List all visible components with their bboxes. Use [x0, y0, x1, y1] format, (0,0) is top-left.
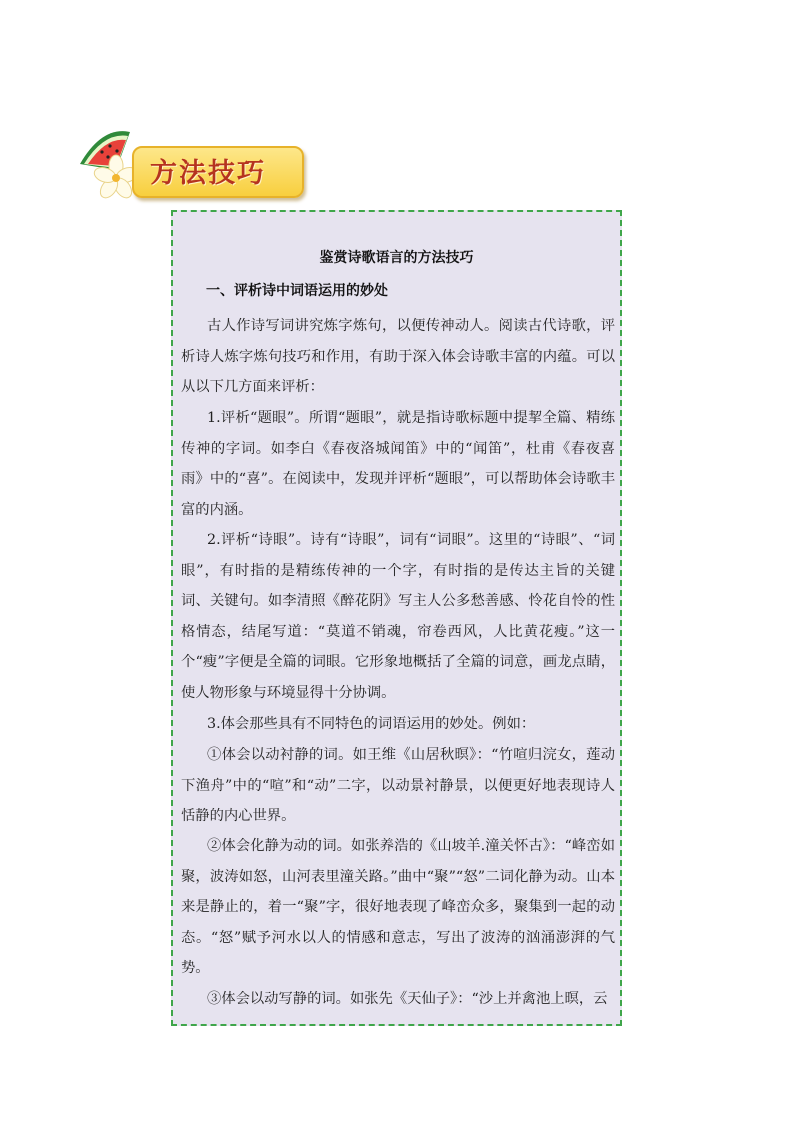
article-title: 鉴赏诗歌语言的方法技巧 [319, 250, 474, 266]
paragraph-example-2: ②体会化静为动的词。如张养浩的《山坡羊.潼关怀古》：“峰峦如聚，波涛如怒，山河表里潼关路。”曲中“聚”“怒”二词化静为动。山本来是静止的，着一“聚”字，很好地表现了峰峦众多，聚集到一起的动态。“怒”赋予河水以人的情感和意志，写出了波涛的汹涌澎湃的气势。 [181, 838, 615, 977]
paragraph-example-1: ①体会以动衬静的词。如王维《山居秋暝》：“竹喧归浣女，莲动下渔舟”中的“喧”和“动”二字，以动景衬静景，以便更好地表现诗人恬静的内心世界。 [181, 747, 615, 825]
content-panel [171, 210, 622, 1026]
paragraph-3: 3.体会那些具有不同特色的词语运用的妙处。例如： [207, 716, 536, 732]
section-heading: 一、评析诗中词语运用的妙处 [206, 283, 388, 299]
section-badge-title: 方法技巧 [150, 158, 266, 189]
paragraph-example-3: ③体会以动写静的词。如张先《天仙子》：“沙上并禽池上暝，云 [207, 991, 608, 1007]
paragraph-1: 1.评析“题眼”。所谓“题眼”，就是指诗歌标题中提挈全篇、精练传神的字词。如李白《春夜洛城闻笛》中的“闻笛”，杜甫《春夜喜雨》中的“喜”。在阅读中，发现并评析“题眼”，可以帮助体会诗歌丰富的内涵。 [181, 410, 615, 518]
paragraph-2: 2.评析“诗眼”。诗有“诗眼”，词有“词眼”。这里的“诗眼”、“词眼”，有时指的是精练传神的一个字，有时指的是传达主旨的关键词、关键句。如李清照《醉花阴》写主人公多愁善感、怜花自怜的性格情态，结尾写道：“莫道不销魂，帘卷西风，人比黄花瘦。”这一个“瘦”字便是全篇的词眼。它形象地概括了全篇的词意，画龙点睛，使人物形象与环境显得十分协调。 [181, 532, 615, 701]
paragraph-intro: 古人作诗写词讲究炼字炼句，以便传神动人。阅读古代诗歌，评析诗人炼字炼句技巧和作用，有助于深入体会诗歌丰富的内蕴。可以从以下几方面来评析： [181, 318, 615, 396]
section-badge [72, 124, 304, 202]
